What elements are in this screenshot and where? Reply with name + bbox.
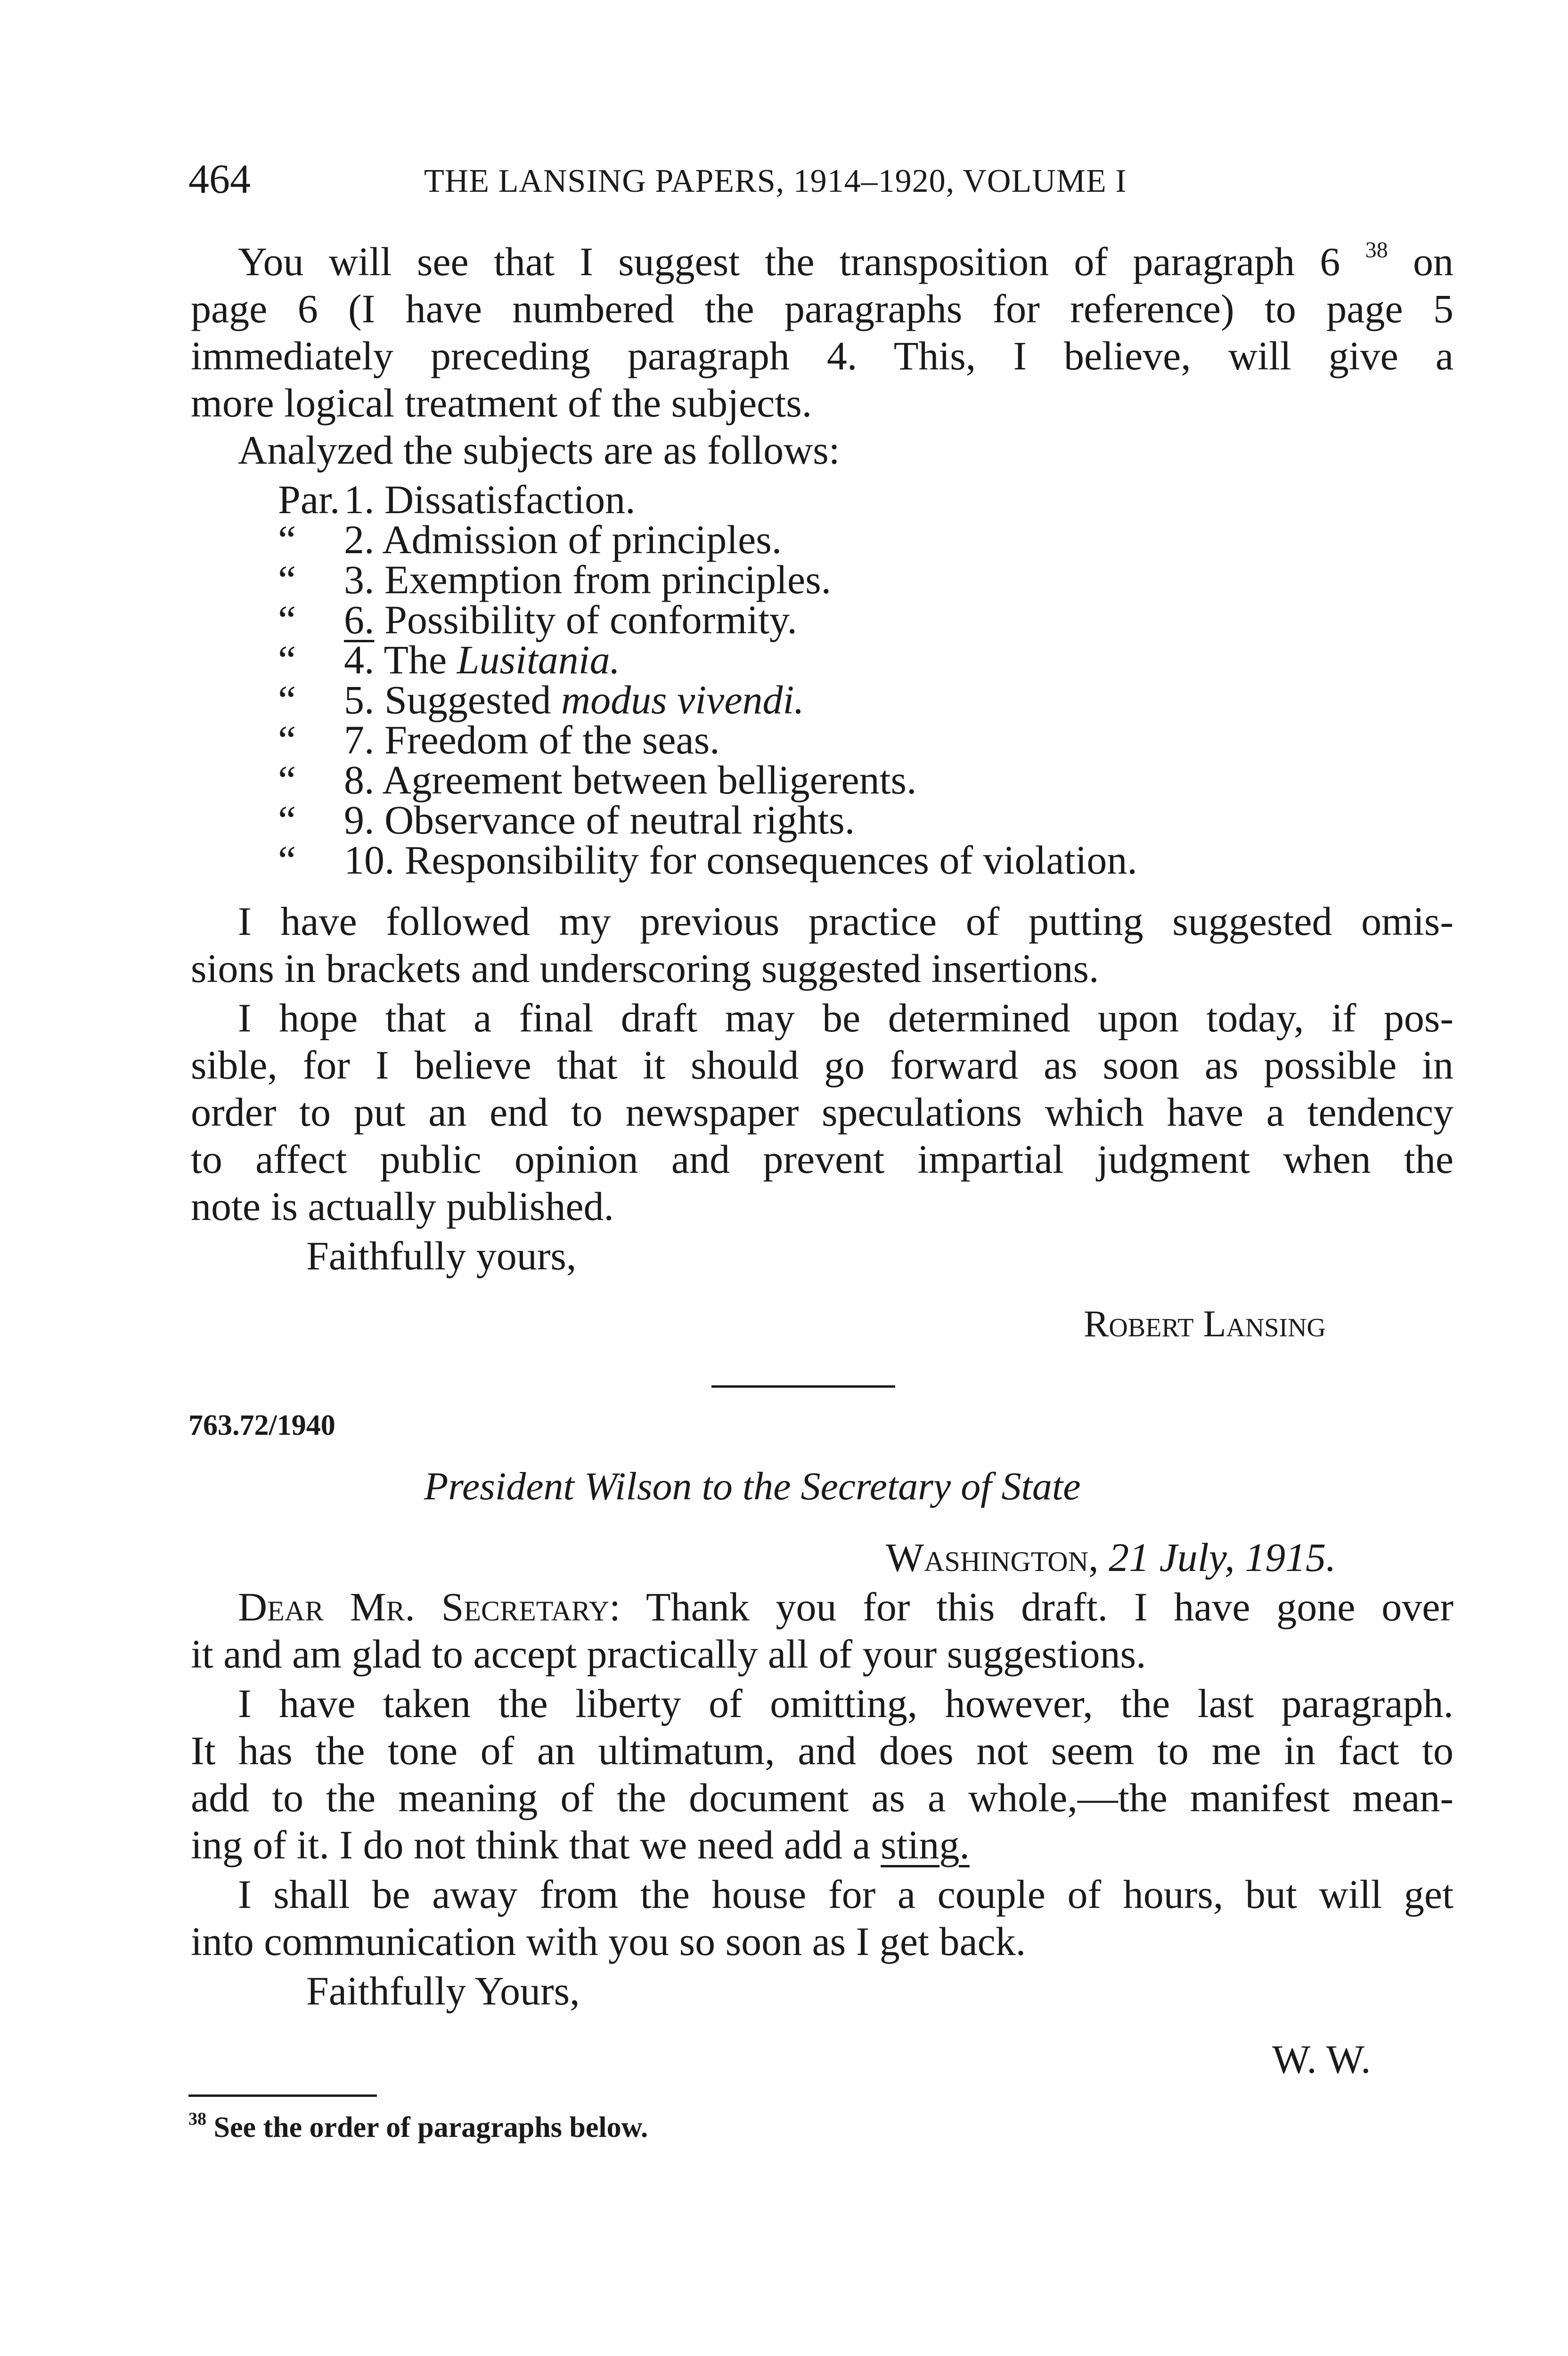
list-item: “ 5. Suggested modus vivendi. bbox=[278, 677, 804, 722]
footnote: $^{38}$ See the order of paragraphs below. bbox=[188, 2109, 648, 2143]
letter2-dateline: Washington, 21 July, 1915. bbox=[886, 1535, 1336, 1580]
letter1-p3-line1: I have followed my previous practice of putting suggested omis- bbox=[238, 899, 1454, 944]
letter1-signature: Robert Lansing bbox=[1084, 1303, 1326, 1345]
letter1-p1-line2: page 6 (I have numbered the paragraphs for reference) to page 5 bbox=[191, 286, 1454, 331]
letter1-p4-line5: note is actually published. bbox=[191, 1184, 614, 1229]
letter2-closing: Faithfully Yours, bbox=[306, 1968, 580, 2013]
letter2-p1-line1: Dear Mr. Secretary: Thank you for this draft. I have gone over bbox=[238, 1584, 1454, 1629]
list-item: “ 9. Observance of neutral rights. bbox=[278, 797, 855, 843]
letter2-p3-line2: into communication with you so soon as I get back. bbox=[191, 1919, 1026, 1964]
letter2-p2-line1: I have taken the liberty of omitting, however, the last paragraph. bbox=[238, 1681, 1454, 1726]
page-number: 464 bbox=[188, 156, 251, 202]
letter2-signature: W. W. bbox=[1272, 2037, 1371, 2082]
list-item: “ 2. Admission of principles. bbox=[278, 517, 782, 562]
letter2-p2-line3: add to the meaning of the document as a whole,—the manifest mean- bbox=[191, 1775, 1454, 1820]
letter2-p2-line4: ing of it. I do not think that we need add a sting. bbox=[191, 1822, 970, 1867]
list-item: “ 4. The Lusitania. bbox=[278, 637, 621, 682]
letter2-p1-line2: it and am glad to accept practically all of your suggestions. bbox=[191, 1631, 1146, 1677]
letter2-p3-line1: I shall be away from the house for a couple of hours, but will get bbox=[238, 1872, 1454, 1917]
letter1-p4-line3: order to put an end to newspaper speculations which have a tendency bbox=[191, 1089, 1454, 1135]
file-number: 763.72/1940 bbox=[188, 1409, 335, 1441]
letter2-title: President Wilson to the Secretary of State bbox=[424, 1464, 1081, 1508]
letter1-p4-line1: I hope that a final draft may be determined upon today, if pos- bbox=[238, 995, 1454, 1040]
list-item: Par.1. Dissatisfaction. bbox=[278, 477, 636, 522]
list-item: “ 3. Exemption from principles. bbox=[278, 557, 832, 602]
running-title: THE LANSING PAPERS, 1914–1920, VOLUME I bbox=[424, 163, 1127, 199]
letter1-p1-line1: You will see that I suggest the transposition of paragraph 6 $^{38}$ on bbox=[238, 237, 1454, 284]
list-item: “ 6. Possibility of conformity. bbox=[278, 597, 797, 642]
letter1-p1-line4: more logical treatment of the subjects. bbox=[191, 380, 812, 425]
footnote-ref: 38 bbox=[1365, 237, 1388, 262]
footnote-rule bbox=[188, 2094, 377, 2097]
list-item: “ 10. Responsibility for consequences of violation. bbox=[278, 837, 1137, 883]
letter1-p2: Analyzed the subjects are as follows: bbox=[238, 427, 840, 473]
letter1-closing: Faithfully yours, bbox=[306, 1233, 577, 1278]
letter1-p3-line2: sions in brackets and underscoring suggested insertions. bbox=[191, 946, 1099, 991]
separator-rule bbox=[711, 1385, 895, 1388]
letter1-p4-line2: sible, for I believe that it should go forward as soon as possible in bbox=[191, 1042, 1454, 1088]
letter1-p1-line3: immediately preceding paragraph 4. This, I believe, will give a bbox=[191, 333, 1454, 378]
letter1-p4-line4: to affect public opinion and prevent impartial judgment when the bbox=[191, 1137, 1454, 1182]
list-item: “ 8. Agreement between belligerents. bbox=[278, 757, 917, 802]
list-item: “ 7. Freedom of the seas. bbox=[278, 717, 720, 762]
letter2-p2-line2: It has the tone of an ultimatum, and does not seem to me in fact to bbox=[191, 1728, 1454, 1773]
